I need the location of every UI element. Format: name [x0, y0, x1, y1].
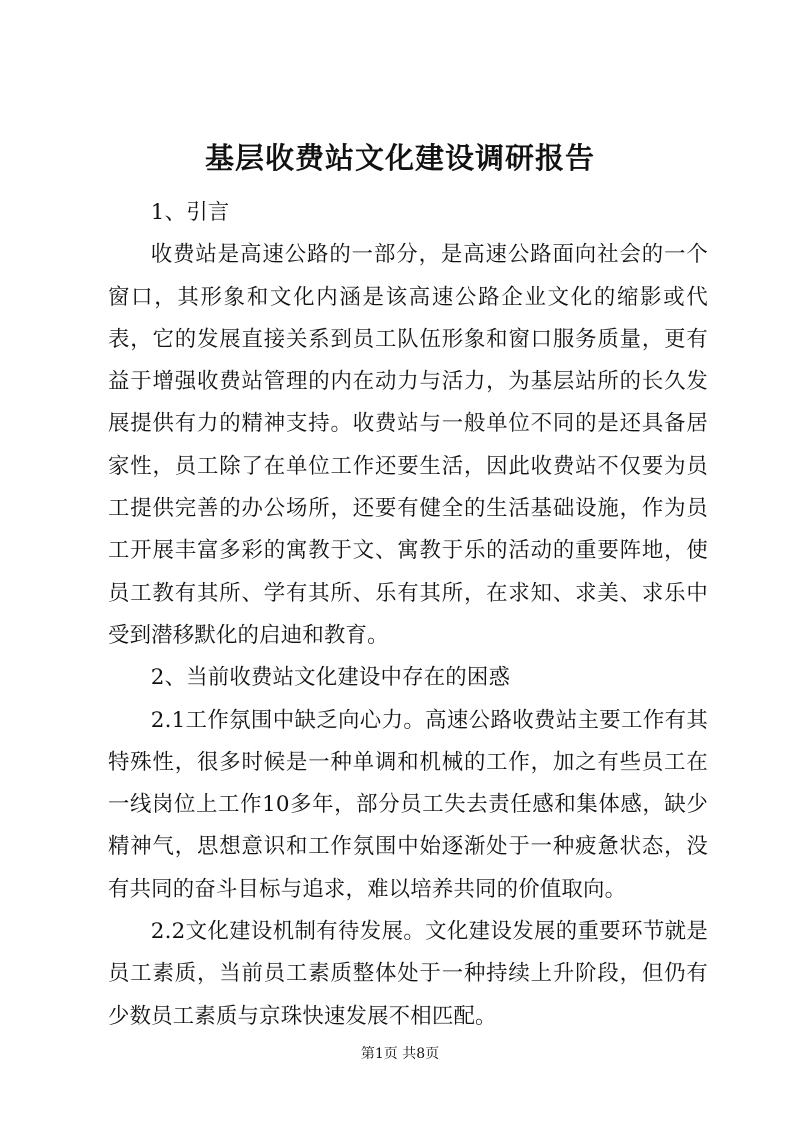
paragraph: 2.1工作氛围中缺乏向心力。高速公路收费站主要工作有其特殊性，很多时候是一种单调和机械的工作，加之有些员工在一线岗位上工作10多年，部分员工失去责任感和集体感，缺少精神气，思想意识和工作氛围中始逐渐处于一种疲惫状态，没有共同的奋斗目标与追求，难以培养共同的价值取向。 [108, 707, 708, 902]
page-footer: 第1页 共8页 [360, 1046, 440, 1062]
document-title: 基层收费站文化建设调研报告 [204, 141, 595, 175]
document-body [108, 192, 708, 1038]
paragraph: 收费站是高速公路的一部分，是高速公路面向社会的一个窗口，其形象和文化内涵是该高速公路企业文化的缩影或代表，它的发展直接关系到员工队伍形象和窗口服务质量，更有益于增强收费站管理的内在动力与活力，为基层站所的长久发展提供有力的精神支持。收费站与一般单位不同的是还具备居家性，员工除了在单位工作还要生活，因此收费站不仅要为员工提供完善的办公场所，还要有健全的生活基础设施，作为员工开展丰富多彩的寓教于文、寓教于乐的活动的重要阵地，使员工教有其所、学有其所、乐有其所，在求知、求美、求乐中受到潜移默化的启迪和教育。 [108, 242, 708, 648]
section-heading-problems: 2、当前收费站文化建设中存在的困惑 [150, 665, 511, 691]
paragraph: 2.2文化建设机制有待发展。文化建设发展的重要环节就是员工素质，当前员工素质整体处于一种持续上升阶段，但仍有少数员工素质与京珠快速发展不相匹配。 [108, 919, 708, 1029]
section-heading-intro: 1、引言 [150, 200, 230, 225]
